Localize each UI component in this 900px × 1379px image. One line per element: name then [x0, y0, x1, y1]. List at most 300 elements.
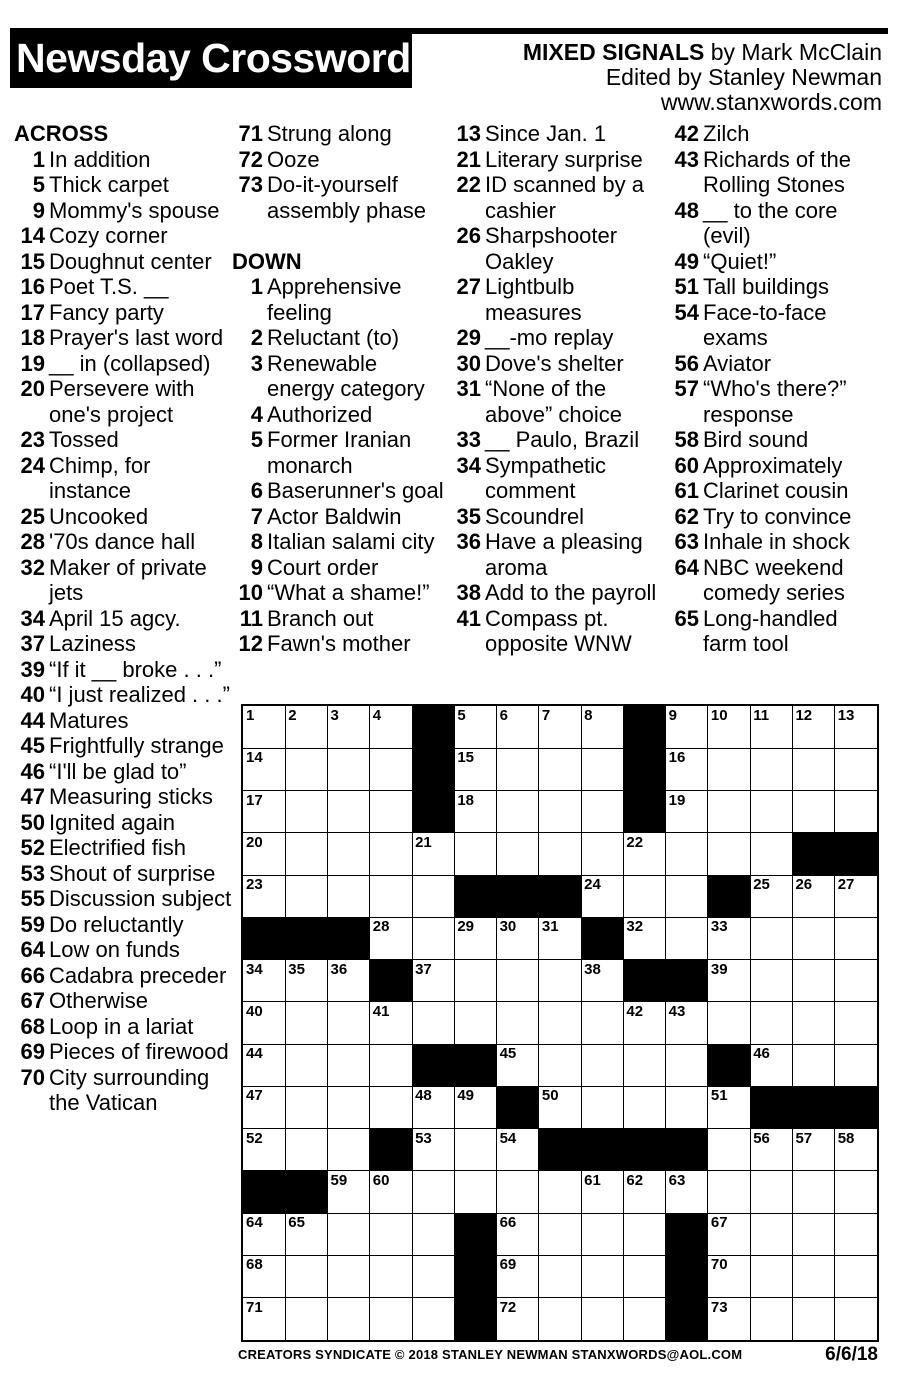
cell-number: 52	[246, 1129, 263, 1147]
grid-cell[interactable]	[835, 875, 877, 918]
grid-cell[interactable]	[243, 875, 286, 918]
grid-cell[interactable]	[750, 706, 793, 749]
grid-cell[interactable]	[623, 875, 666, 918]
grid-cell[interactable]	[454, 706, 497, 749]
grid-cell[interactable]	[581, 1213, 624, 1256]
grid-cell[interactable]	[623, 1002, 666, 1045]
column-spacer	[232, 223, 447, 249]
grid-cell[interactable]	[750, 917, 793, 960]
grid-cell[interactable]	[328, 875, 371, 918]
clue-number: 60	[674, 452, 699, 478]
grid-cell[interactable]	[285, 1298, 328, 1340]
cell-number: 62	[626, 1171, 644, 1189]
grid-cell[interactable]	[835, 960, 877, 1003]
grid-cell[interactable]	[835, 1129, 877, 1172]
grid-cell[interactable]	[581, 1044, 624, 1087]
grid-cell[interactable]	[750, 960, 793, 1003]
grid-cell[interactable]	[750, 1044, 793, 1087]
clue-text: “Quiet!”	[703, 248, 777, 274]
grid-cell[interactable]	[708, 1171, 751, 1214]
grid-cell[interactable]	[370, 1086, 413, 1129]
grid-cell[interactable]	[792, 1129, 835, 1172]
grid-cell[interactable]	[792, 1002, 835, 1045]
grid-cell[interactable]	[623, 1255, 666, 1298]
grid-cell[interactable]	[792, 1213, 835, 1256]
grid-cell[interactable]	[497, 917, 540, 960]
clue-number: 68	[20, 1013, 45, 1039]
grid-cell[interactable]	[539, 833, 582, 876]
clue-column-1	[14, 121, 232, 1116]
cell-number: 51	[710, 1087, 728, 1105]
clue-text: __ to the core (evil)	[703, 197, 838, 248]
clue-number: 26	[456, 223, 481, 248]
grid-cell[interactable]	[497, 1044, 540, 1087]
grid-cell[interactable]	[750, 1255, 793, 1298]
clue-text: Prayer's last word	[49, 325, 224, 350]
grid-cell[interactable]	[412, 1171, 455, 1214]
grid-cell[interactable]	[581, 960, 624, 1003]
down-clue	[668, 249, 886, 275]
grid-cell[interactable]	[581, 706, 624, 749]
grid-cell[interactable]	[666, 917, 709, 960]
grid-cell[interactable]	[243, 1213, 286, 1256]
grid-cell[interactable]	[497, 1255, 540, 1298]
grid-cell[interactable]	[370, 1171, 413, 1214]
grid-cell[interactable]	[243, 1129, 286, 1172]
down-clue	[668, 274, 886, 300]
grid-cell[interactable]	[370, 791, 413, 834]
grid-cell[interactable]	[666, 1171, 709, 1214]
grid-cell[interactable]	[623, 1086, 666, 1129]
cell-number: 48	[415, 1087, 432, 1105]
clue-text: “I'll be glad to”	[49, 758, 187, 784]
grid-cell[interactable]	[328, 1086, 371, 1129]
cell-number: 63	[668, 1171, 686, 1189]
down-clue	[668, 147, 886, 198]
puzzle-date: 6/6/18	[825, 1344, 878, 1365]
down-clue	[450, 529, 665, 580]
grid-cell[interactable]	[708, 706, 751, 749]
grid-cell[interactable]	[454, 960, 497, 1003]
cell-number: 61	[584, 1171, 601, 1189]
black-square	[666, 1255, 709, 1298]
down-clue	[232, 504, 447, 530]
grid-cell[interactable]	[539, 917, 582, 960]
grid-cell[interactable]	[497, 1298, 540, 1340]
black-square	[497, 875, 540, 918]
grid-cell[interactable]	[539, 706, 582, 749]
grid-cell[interactable]	[623, 1213, 666, 1256]
grid-cell[interactable]	[285, 1044, 328, 1087]
grid-cell[interactable]	[412, 833, 455, 876]
grid-cell[interactable]	[328, 1298, 371, 1340]
grid-cell[interactable]	[412, 875, 455, 918]
clue-number: 31	[456, 376, 481, 401]
grid-cell[interactable]	[708, 748, 751, 791]
grid-cell[interactable]	[370, 1255, 413, 1298]
grid-cell[interactable]	[243, 1086, 286, 1129]
down-clue	[232, 555, 447, 581]
grid-cell[interactable]	[497, 791, 540, 834]
grid-cell[interactable]	[412, 1002, 455, 1045]
grid-cell[interactable]	[750, 791, 793, 834]
across-clue	[232, 147, 447, 173]
grid-cell[interactable]	[285, 748, 328, 791]
grid-cell[interactable]	[412, 960, 455, 1003]
cell-number: 57	[795, 1129, 813, 1147]
grid-cell[interactable]	[243, 833, 286, 876]
black-square	[243, 917, 286, 960]
grid-cell[interactable]	[328, 1255, 371, 1298]
grid-cell[interactable]	[581, 791, 624, 834]
grid-cell[interactable]	[243, 1298, 286, 1340]
cell-number: 13	[837, 707, 855, 724]
grid-cell[interactable]	[370, 1298, 413, 1340]
grid-cell[interactable]	[412, 1298, 455, 1340]
cell-number: 28	[372, 918, 390, 936]
grid-cell[interactable]	[792, 1171, 835, 1214]
grid-cell[interactable]	[666, 1002, 709, 1045]
grid-cell[interactable]	[581, 833, 624, 876]
cell-number: 71	[246, 1298, 263, 1316]
clue-number: 12	[238, 631, 263, 656]
grid-cell[interactable]	[497, 960, 540, 1003]
grid-cell[interactable]	[497, 833, 540, 876]
cell-number: 67	[710, 1214, 728, 1232]
black-square	[454, 1298, 497, 1340]
grid-cell[interactable]	[412, 1129, 455, 1172]
cell-number: 64	[246, 1214, 263, 1232]
grid-cell[interactable]	[750, 1171, 793, 1214]
clue-text: Chimp, for instance	[49, 452, 151, 503]
clue-text: April 15 agcy.	[49, 605, 181, 631]
grid-cell[interactable]	[666, 1086, 709, 1129]
grid-cell[interactable]	[792, 960, 835, 1003]
grid-cell[interactable]	[750, 748, 793, 791]
clue-text: Lightbulb measures	[485, 274, 582, 325]
grid-cell[interactable]	[581, 1255, 624, 1298]
grid-cell[interactable]	[708, 833, 751, 876]
black-square	[708, 1044, 751, 1087]
down-clue	[668, 555, 886, 606]
black-square	[412, 748, 455, 791]
clue-number: 5	[32, 172, 45, 197]
cell-number: 65	[288, 1214, 305, 1232]
grid-cell[interactable]	[792, 1255, 835, 1298]
clue-number: 61	[674, 478, 699, 503]
grid-cell[interactable]	[792, 875, 835, 918]
grid-cell[interactable]	[412, 1213, 455, 1256]
grid-cell[interactable]	[328, 1044, 371, 1087]
grid-cell[interactable]	[539, 1086, 582, 1129]
clue-text: Ooze	[267, 146, 320, 172]
grid-cell[interactable]	[285, 1002, 328, 1045]
clue-text: City surrounding the Vatican	[49, 1064, 210, 1115]
black-square	[497, 1086, 540, 1129]
down-clue	[450, 504, 665, 530]
clue-number: 66	[20, 962, 45, 988]
grid-cell[interactable]	[835, 748, 877, 791]
grid-cell[interactable]	[328, 1129, 371, 1172]
down-clue	[450, 325, 665, 351]
grid-cell[interactable]	[750, 875, 793, 918]
grid-cell[interactable]	[412, 1255, 455, 1298]
grid-cell[interactable]	[623, 1044, 666, 1087]
clue-number: 63	[674, 529, 699, 554]
grid-cell[interactable]	[581, 1171, 624, 1214]
clue-number: 10	[238, 580, 263, 605]
black-square	[792, 833, 835, 876]
clue-number: 36	[456, 529, 481, 554]
across-clue	[14, 249, 232, 275]
grid-cell[interactable]	[750, 1213, 793, 1256]
grid-cell[interactable]	[666, 875, 709, 918]
clue-number: 2	[250, 325, 263, 350]
grid-cell[interactable]	[623, 833, 666, 876]
grid-cell[interactable]	[835, 1002, 877, 1045]
grid-cell[interactable]	[454, 1002, 497, 1045]
grid-cell[interactable]	[750, 1298, 793, 1340]
down-clue	[450, 376, 665, 427]
black-square	[835, 1086, 877, 1129]
clue-text: Since Jan. 1	[485, 121, 607, 146]
down-clue	[668, 504, 886, 530]
grid-cell[interactable]	[497, 748, 540, 791]
grid-cell[interactable]	[497, 1129, 540, 1172]
grid-cell[interactable]	[285, 1255, 328, 1298]
grid-cell[interactable]	[285, 1086, 328, 1129]
header-rule	[412, 28, 888, 34]
grid-cell[interactable]	[581, 875, 624, 918]
grid-cell[interactable]	[835, 917, 877, 960]
grid-cell[interactable]	[539, 1298, 582, 1340]
grid-cell[interactable]	[539, 791, 582, 834]
grid-cell[interactable]	[708, 1298, 751, 1340]
clue-text: Long-handled farm tool	[703, 605, 838, 656]
grid-cell[interactable]	[497, 1213, 540, 1256]
grid-cell[interactable]	[792, 1298, 835, 1340]
grid-cell[interactable]	[285, 1213, 328, 1256]
across-clue	[14, 300, 232, 326]
clue-text: Otherwise	[49, 988, 149, 1013]
down-clue	[232, 631, 447, 657]
clue-text: Apprehensive feeling	[267, 274, 402, 325]
cell-number: 7	[541, 707, 551, 724]
grid-cell[interactable]	[539, 1044, 582, 1087]
grid-cell[interactable]	[454, 1129, 497, 1172]
grid-cell[interactable]	[285, 791, 328, 834]
grid-cell[interactable]	[243, 1002, 286, 1045]
grid-cell[interactable]	[454, 1171, 497, 1214]
grid-cell[interactable]	[497, 706, 540, 749]
grid-cell[interactable]	[792, 1044, 835, 1087]
grid-cell[interactable]	[370, 1002, 413, 1045]
clue-text: __ in (collapsed)	[49, 350, 211, 376]
cell-number: 39	[710, 960, 728, 978]
grid-cell[interactable]	[666, 748, 709, 791]
down-clue	[232, 325, 447, 351]
clue-number: 8	[250, 529, 263, 554]
black-square	[750, 1086, 793, 1129]
grid-cell[interactable]	[370, 833, 413, 876]
grid-cell[interactable]	[708, 791, 751, 834]
grid-cell[interactable]	[666, 706, 709, 749]
black-square	[412, 706, 455, 749]
grid-cell[interactable]	[243, 1044, 286, 1087]
grid-cell[interactable]	[666, 791, 709, 834]
grid-cell[interactable]	[285, 706, 328, 749]
grid-cell[interactable]	[370, 875, 413, 918]
grid-cell[interactable]	[370, 748, 413, 791]
grid-cell[interactable]	[539, 1213, 582, 1256]
cell-number: 12	[795, 707, 813, 724]
grid-cell[interactable]	[497, 1171, 540, 1214]
clue-text: __ Paulo, Brazil	[485, 427, 640, 452]
grid-cell[interactable]	[328, 1171, 371, 1214]
grid-cell[interactable]	[792, 791, 835, 834]
grid-cell[interactable]	[708, 1213, 751, 1256]
clue-number: 33	[456, 427, 481, 452]
grid-cell[interactable]	[708, 1129, 751, 1172]
grid-cell[interactable]	[243, 706, 286, 749]
grid-cell[interactable]	[328, 748, 371, 791]
grid-cell[interactable]	[835, 791, 877, 834]
grid-cell[interactable]	[243, 960, 286, 1003]
grid-cell[interactable]	[328, 960, 371, 1003]
grid-cell[interactable]	[666, 833, 709, 876]
across-clue	[14, 376, 232, 427]
grid-cell[interactable]	[750, 1129, 793, 1172]
grid-cell[interactable]	[497, 1002, 540, 1045]
clue-text: Matures	[49, 707, 129, 733]
grid-cell[interactable]	[623, 917, 666, 960]
grid-cell[interactable]	[835, 1213, 877, 1256]
black-square	[666, 1298, 709, 1340]
clue-text: “Who's there?” response	[703, 376, 847, 427]
across-clue	[14, 657, 232, 683]
grid-cell[interactable]	[835, 1044, 877, 1087]
down-clue	[668, 606, 886, 657]
grid-cell[interactable]	[285, 1129, 328, 1172]
grid-cell[interactable]	[454, 833, 497, 876]
cell-number: 35	[288, 960, 305, 978]
grid-cell[interactable]	[581, 1086, 624, 1129]
grid-cell[interactable]	[539, 960, 582, 1003]
grid-cell[interactable]	[285, 960, 328, 1003]
grid-cell[interactable]	[454, 1086, 497, 1129]
grid-cell[interactable]	[412, 917, 455, 960]
down-clue	[232, 529, 447, 555]
cell-number: 60	[372, 1171, 390, 1189]
clue-text: Shout of surprise	[49, 860, 216, 886]
grid-cell[interactable]	[792, 706, 835, 749]
clue-number: 16	[20, 274, 45, 299]
grid-cell[interactable]	[539, 1255, 582, 1298]
clue-text: Reluctant (to)	[267, 325, 400, 350]
clue-number: 69	[20, 1039, 45, 1064]
clue-number: 3	[250, 350, 263, 376]
black-square	[243, 1171, 286, 1214]
grid-cell[interactable]	[835, 706, 877, 749]
down-clue	[668, 376, 886, 427]
grid-cell[interactable]	[708, 1086, 751, 1129]
grid-cell[interactable]	[835, 1255, 877, 1298]
cell-number: 49	[457, 1087, 475, 1105]
down-clue	[450, 453, 665, 504]
grid-cell[interactable]	[835, 1171, 877, 1214]
down-clue	[232, 606, 447, 632]
black-square	[454, 1255, 497, 1298]
grid-cell[interactable]	[328, 833, 371, 876]
across-clue	[14, 988, 232, 1014]
clue-text: Branch out	[267, 605, 374, 631]
grid-cell[interactable]	[328, 1002, 371, 1045]
grid-cell[interactable]	[792, 748, 835, 791]
grid-cell[interactable]	[454, 748, 497, 791]
grid-cell[interactable]	[623, 1298, 666, 1340]
across-clue	[14, 963, 232, 989]
clue-number: 18	[20, 325, 45, 350]
black-square	[454, 1044, 497, 1087]
grid-cell[interactable]	[708, 1255, 751, 1298]
down-clue	[450, 274, 665, 325]
clue-number: 7	[250, 503, 263, 529]
grid-cell[interactable]	[581, 748, 624, 791]
clue-text: Cozy corner	[49, 223, 168, 248]
clue-text: Low on funds	[49, 937, 180, 962]
grid-cell[interactable]	[581, 1002, 624, 1045]
grid-cell[interactable]	[539, 1171, 582, 1214]
grid-cell[interactable]	[623, 1171, 666, 1214]
grid-cell[interactable]	[328, 791, 371, 834]
grid-cell[interactable]	[370, 917, 413, 960]
grid-cell[interactable]	[835, 1298, 877, 1340]
grid-cell[interactable]	[285, 833, 328, 876]
grid-cell[interactable]	[581, 1298, 624, 1340]
grid-cell[interactable]	[750, 833, 793, 876]
grid-cell[interactable]	[454, 917, 497, 960]
grid-cell[interactable]	[454, 791, 497, 834]
grid-cell[interactable]	[539, 748, 582, 791]
grid-cell[interactable]	[539, 1002, 582, 1045]
grid-cell[interactable]	[370, 1213, 413, 1256]
clue-text: Poet T.S. __	[49, 274, 169, 299]
clue-number: 62	[674, 503, 699, 529]
clue-number: 70	[20, 1064, 45, 1090]
website: www.stanxwords.com	[660, 89, 882, 115]
clue-number: 23	[20, 427, 45, 452]
grid-cell[interactable]	[328, 706, 371, 749]
grid-cell[interactable]	[708, 917, 751, 960]
grid-cell[interactable]	[666, 1044, 709, 1087]
cell-number: 34	[246, 960, 263, 978]
grid-cell[interactable]	[708, 1002, 751, 1045]
grid-cell[interactable]	[370, 706, 413, 749]
grid-cell[interactable]	[328, 1213, 371, 1256]
grid-cell[interactable]	[792, 917, 835, 960]
grid-cell[interactable]	[708, 960, 751, 1003]
grid-cell[interactable]	[370, 1044, 413, 1087]
grid-cell[interactable]	[243, 791, 286, 834]
grid-cell[interactable]	[750, 1002, 793, 1045]
grid-cell[interactable]	[412, 1086, 455, 1129]
cell-number: 70	[710, 1256, 728, 1274]
grid-cell[interactable]	[243, 1255, 286, 1298]
down-clue	[232, 274, 447, 325]
cell-number: 4	[372, 707, 382, 724]
grid-cell[interactable]	[243, 748, 286, 791]
grid-cell[interactable]	[285, 875, 328, 918]
